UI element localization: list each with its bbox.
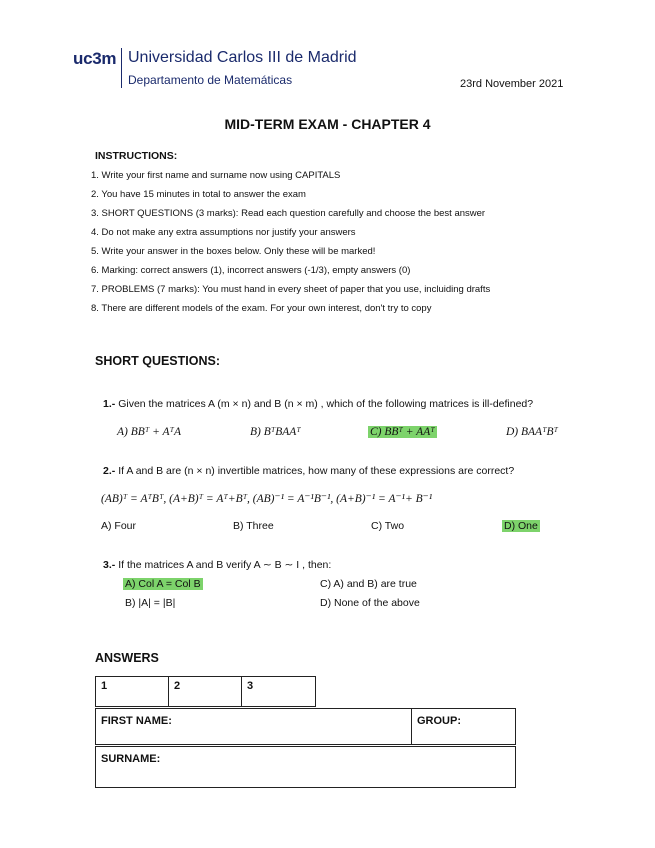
question-1-text: Given the matrices A (m × n) and B (n × m) , which of the following matrices is ill-defined? — [118, 398, 534, 410]
answer-box-label: 3 — [247, 680, 254, 692]
instructions-list — [91, 166, 490, 318]
instruction-item: 1. Write your first name and surname now using CAPITALS — [91, 170, 341, 181]
q2-option-b[interactable]: B) Three — [233, 520, 274, 532]
q2-expressions: (AB)ᵀ = AᵀBᵀ, (A+B)ᵀ = Aᵀ+Bᵀ, (AB)⁻¹ = A⁻¹B⁻¹, (A+B)⁻¹ = A⁻¹+ B⁻¹ — [101, 493, 433, 505]
instruction-item: 2. You have 15 minutes in total to answer the exam — [91, 189, 306, 200]
question-2-number: 2.- — [103, 465, 116, 477]
q3-option-c[interactable]: C) A) and B) are true — [320, 578, 417, 590]
answer-box-label: 1 — [101, 680, 108, 692]
q1-option-a[interactable]: A) BBᵀ + AᵀA — [117, 426, 182, 438]
surname-label: SURNAME: — [101, 753, 161, 765]
answers-heading: ANSWERS — [95, 651, 159, 665]
question-3 — [103, 559, 331, 571]
group-label: GROUP: — [417, 715, 461, 727]
q1-option-c[interactable]: C) BBᵀ + AAᵀ — [370, 426, 435, 438]
instruction-item: 8. There are different models of the exam. For your own interest, don't try to copy — [91, 303, 432, 314]
answer-box-2[interactable] — [168, 676, 242, 707]
surname-field[interactable] — [95, 746, 516, 788]
answer-box-3[interactable] — [241, 676, 316, 707]
q1-option-b[interactable]: B) BᵀBAAᵀ — [250, 426, 301, 438]
short-questions-heading: SHORT QUESTIONS: — [95, 354, 221, 368]
question-2 — [103, 465, 514, 477]
question-3-text: If the matrices A and B verify A ∼ B ∼ I , then: — [118, 559, 332, 571]
q3-option-d[interactable]: D) None of the above — [320, 597, 420, 609]
q2-option-d[interactable]: D) One — [504, 520, 538, 532]
answer-box-label: 2 — [174, 680, 181, 692]
question-2-text: If A and B are (n × n) invertible matrices, how many of these expressions are correct? — [118, 465, 515, 477]
instruction-item: 4. Do not make any extra assumptions nor justify your answers — [91, 227, 356, 238]
q2-option-a[interactable]: A) Four — [101, 520, 137, 532]
logo-divider — [121, 48, 122, 88]
q2-option-c[interactable]: C) Two — [371, 520, 405, 532]
instructions-heading: INSTRUCTIONS: — [95, 150, 178, 162]
q3-option-a[interactable]: A) Col A = Col B — [125, 578, 201, 590]
instruction-item: 5. Write your answer in the boxes below. Only these will be marked! — [91, 246, 376, 257]
answer-box-1[interactable] — [95, 676, 169, 707]
university-name: Universidad Carlos III de Madrid — [128, 49, 357, 66]
group-field[interactable] — [411, 708, 516, 745]
instruction-item: 7. PROBLEMS (7 marks): You must hand in every sheet of paper that you use, incluiding drafts — [91, 284, 491, 295]
exam-date: 23rd November 2021 — [460, 78, 564, 90]
first-name-label: FIRST NAME: — [101, 715, 172, 727]
q1-option-d[interactable]: D) BAAᵀBᵀ — [506, 426, 558, 438]
exam-title: MID-TERM EXAM - CHAPTER 4 — [224, 116, 431, 132]
department-name: Departamento de Matemáticas — [128, 73, 293, 87]
question-1 — [103, 398, 533, 410]
question-3-number: 3.- — [103, 559, 116, 571]
q3-option-b[interactable]: B) |A| = |B| — [125, 597, 176, 609]
first-name-field[interactable] — [95, 708, 412, 745]
instruction-item: 3. SHORT QUESTIONS (3 marks): Read each question carefully and choose the best answer — [91, 208, 486, 219]
instruction-item: 6. Marking: correct answers (1), incorrect answers (-1/3), empty answers (0) — [91, 265, 411, 276]
question-1-number: 1.- — [103, 398, 116, 410]
uc3m-logo: uc3m — [73, 49, 117, 68]
